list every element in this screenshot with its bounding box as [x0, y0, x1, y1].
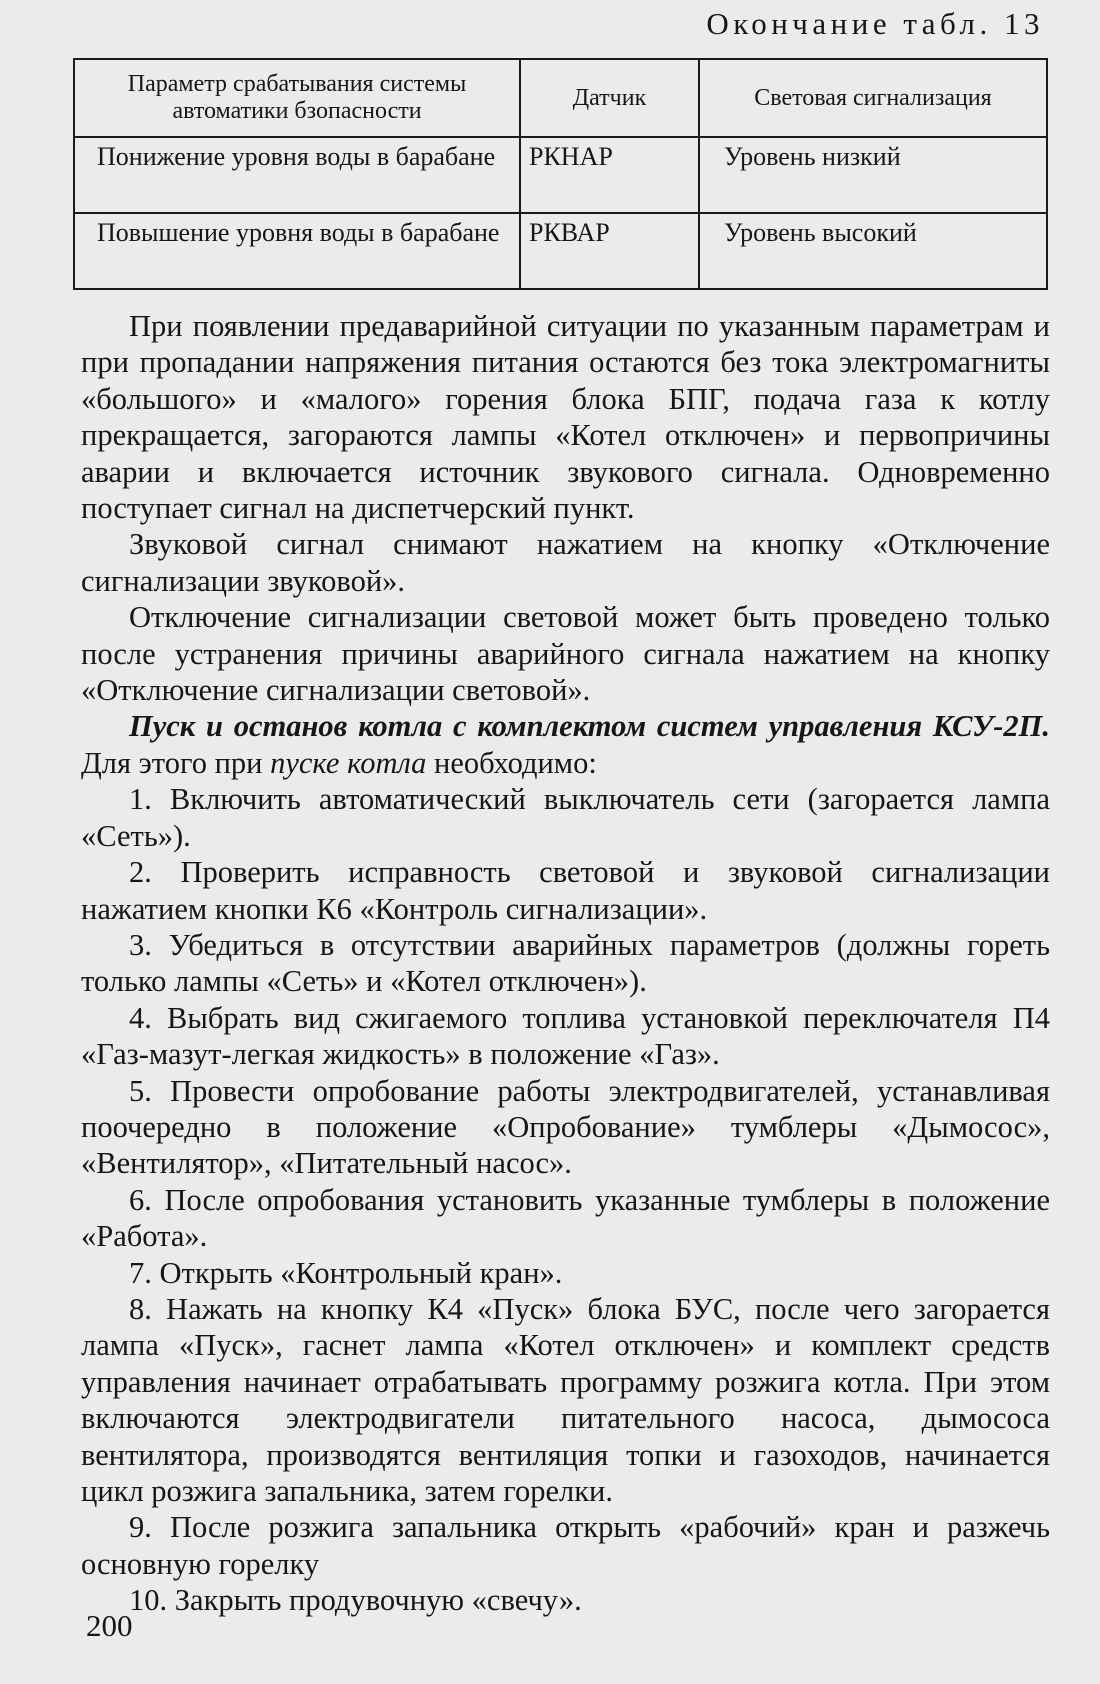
table-cell-light-signal: Уровень низкий [699, 137, 1047, 213]
paragraph-start-intro [81, 708, 1050, 781]
list-item: 8. Нажать на кнопку К4 «Пуск» блока БУС, после чего загорается лампа «Пуск», гаснет лампа «Котел отключен» и комплект средств управления начинает отрабатывать программу розжига котла. При этом включаются электродвигатели питательного насоса, дымососа вентилятора, производятся вентиляция топки и газоходов, начинается цикл розжига запальника, затем горелки. [81, 1291, 1050, 1508]
table-cell-sensor: РКВАР [520, 213, 699, 289]
paragraph-emergency: При появлении предаварийной ситуации по указанным параметрам и при пропадании напряжения питания остаются без тока электромагниты «большого» и «малого» горения блока БПГ, подача газа к котлу прекращается, загораются лампы «Котел отключен» и первопричины аварии и включается источник звукового сигнала. Одновременно поступает сигнал на диспетчерский пункт. [81, 309, 1050, 526]
table-cell-parameter: Понижение уровня воды в барабане [74, 137, 520, 213]
list-item: 7. Открыть «Контрольный кран». [129, 1255, 563, 1290]
table-header-parameter: Параметр срабатывания системы автоматики бзопасности [74, 59, 520, 137]
list-item: 4. Выбрать вид сжигаемого топлива установкой переключателя П4 «Газ-мазут-легкая жидкость» в положение «Газ». [81, 1000, 1050, 1072]
table-cell-parameter: Повышение уровня воды в барабане [74, 213, 520, 289]
list-item: 5. Провести опробование работы электродвигателей, устанавливая поочередно в положение «Опробование» тумблеры «Дымосос», «Вентилятор», «Питательный насос». [81, 1073, 1050, 1181]
list-item: 9. После розжига запальника открыть «рабочий» кран и разжечь основную горелку [81, 1510, 1050, 1581]
paragraph-light-off: Отключение сигнализации световой может быть проведено только после устранения причины аварийного сигнала нажатием на кнопку «Отключение сигнализации световой». [81, 600, 1050, 708]
table-cell-light-signal: Уровень высокий [699, 213, 1047, 289]
body-text [81, 308, 1050, 1619]
paragraph-sound-off: Звуковой сигнал снимают нажатием на кнопку «Отключение сигнализации звуковой». [81, 527, 1050, 598]
intro-text: Для этого при [81, 745, 271, 780]
table-header-sensor: Датчик [520, 59, 699, 137]
parameters-table [73, 58, 1048, 290]
intro-text-end: необходимо: [426, 745, 597, 780]
table-row [74, 213, 1047, 289]
table-continuation-label: Окончание табл. 13 [706, 6, 1044, 41]
list-item: 3. Убедиться в отсутствии аварийных параметров (должны гореть только лампы «Сеть» и «Котел отключен»). [81, 927, 1050, 999]
intro-italic: пуске котла [270, 745, 427, 780]
table-row [74, 137, 1047, 213]
page-number: 200 [86, 1608, 133, 1643]
section-heading: Пуск и останов котла с комплектом систем управления КСУ-2П. [129, 709, 1050, 744]
list-item: 10. Закрыть продувочную «свечу». [129, 1583, 582, 1618]
table-cell-sensor: РКНАР [520, 137, 699, 213]
table-header-row [74, 59, 1047, 137]
table-header-light-signal: Световая сигнализация [699, 59, 1047, 137]
list-item: 2. Проверить исправность световой и звуковой сигнализации нажатием кнопки К6 «Контроль сигнализации». [81, 855, 1050, 926]
list-item: 1. Включить автоматический выключатель сети (загорается лампа «Сеть»). [81, 782, 1050, 853]
list-item: 6. После опробования установить указанные тумблеры в положение «Работа». [81, 1182, 1050, 1254]
